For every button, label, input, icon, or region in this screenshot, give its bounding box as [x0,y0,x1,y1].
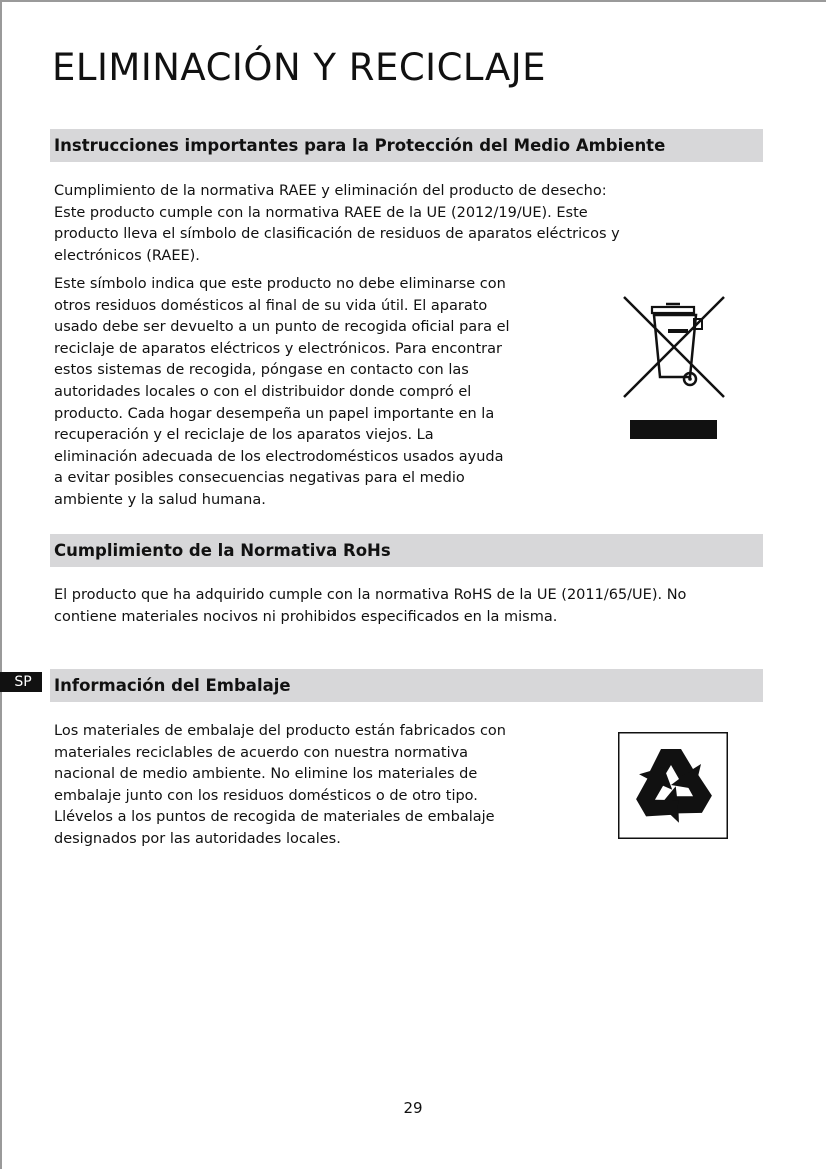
page-border-left [0,0,2,1169]
text-line: eliminación adecuada de los electrodomésticos usados ayuda [54,448,504,465]
text-line: estos sistemas de recogida, póngase en contacto con las [54,362,469,379]
text-line: ambiente y la salud humana. [54,491,266,508]
text-line: electrónicos (RAEE). [54,247,200,264]
text-line: El producto que ha adquirido cumple con la normativa RoHS de la UE (2011/65/UE). No [54,587,687,603]
text-line: embalaje junto con los residuos domésticos o de otro tipo. [54,787,478,804]
text-line: Llévelos a los puntos de recogida de materiales de embalaje [54,809,495,826]
text-line: materiales reciclables de acuerdo con nuestra normativa [54,744,469,761]
text-line: contiene materiales nocivos ni prohibidos especificados en la misma. [54,608,558,625]
text-line: usado debe ser devuelto a un punto de recogida oficial para el [54,319,510,336]
text-line: Este símbolo indica que este producto no debe eliminarse con [54,276,506,292]
text-line: producto. Cada hogar desempeña un papel importante en la [54,405,495,422]
text-line: a evitar posibles consecuencias negativas para el medio [54,470,465,487]
crossed-out-wheeled-bin-icon [620,293,730,447]
text-line: designados por las autoridades locales. [54,830,341,847]
environment-body [54,274,574,512]
packaging-body [54,721,574,851]
rohs-body [54,585,774,628]
section-header-environment: Instrucciones importantes para la Protección del Medio Ambiente [50,129,763,162]
section-header-rohs: Cumplimiento de la Normativa RoHs [50,534,763,567]
language-tab: SP [0,672,42,692]
text-line: recuperación y el reciclaje de los aparatos viejos. La [54,427,434,444]
text-line: autoridades locales o con el distribuidor donde compró el [54,383,472,400]
text-line: Este producto cumple con la normativa RAEE de la UE (2012/19/UE). Este [54,204,588,221]
page-title: ELIMINACIÓN Y RECICLAJE [52,46,546,89]
section-header-packaging: Información del Embalaje [50,669,763,702]
page-number: 29 [403,1099,423,1117]
text-line: nacional de medio ambiente. No elimine los materiales de [54,766,478,783]
page-border-top [0,0,826,2]
text-line: reciclaje de aparatos eléctricos y electrónicos. Para encontrar [54,340,502,357]
text-line: Los materiales de embalaje del producto están fabricados con [54,723,506,739]
recycle-icon [618,732,728,843]
text-line: Cumplimiento de la normativa RAEE y eliminación del producto de desecho: [54,183,607,199]
text-line: producto lleva el símbolo de clasificación de residuos de aparatos eléctricos y [54,226,620,243]
text-line: otros residuos domésticos al final de su vida útil. El aparato [54,297,488,314]
environment-intro [54,181,774,267]
